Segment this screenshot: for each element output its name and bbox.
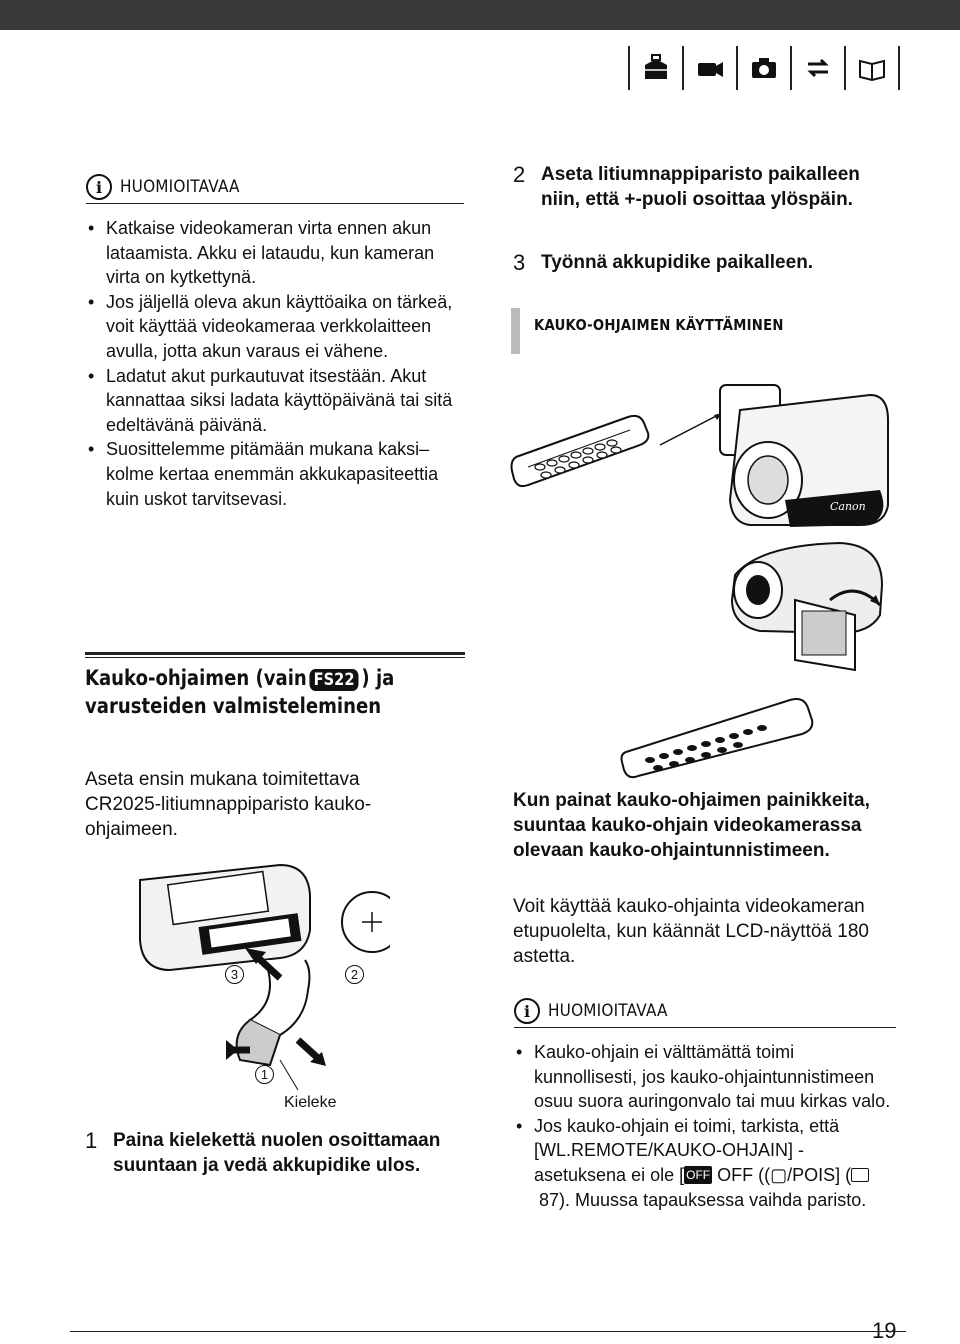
left-note-list [86,216,466,511]
camcorder-illustration [720,385,888,527]
subsection-heading [511,308,818,354]
footer-rule [70,1331,906,1332]
left-note-rule [86,203,464,204]
camera-remote-illustration [510,375,900,675]
fs22-badge: FS22 [309,669,358,691]
subsection-title: KAUKO-OHJAIMEN KÄYTTÄMINEN [534,316,784,334]
list-item-text: ). Muussa tapauksessa vaihda paristo. [559,1189,867,1210]
step-3 [513,250,873,275]
left-note-header [86,174,253,200]
step-text: Paina kielekettä nuolen osoittamaan suuntaan ja vedä akkupidike ulos. [113,1130,441,1176]
step-number: 2 [513,162,526,187]
info-icon: i [514,998,540,1024]
chapter-icons [628,46,900,90]
remote-usage-instruction: Kun painat kauko-ohjaimen painikkeita, suuntaa kauko-ohjain videokamerassa olevaan kauko-ohjaintunnistimeen. [513,790,870,861]
right-note-title: HUOMIOITAVAA [548,1001,668,1021]
tab-label: Kieleke [284,1094,337,1111]
list-item [514,1114,894,1212]
subsection-bar [511,308,520,354]
remote-control-illustration [512,416,649,486]
book-icon [844,46,900,90]
list-item-text: Jos kauko-ohjain ei toimi, tarkista, että [WL.REMOTE/KAUKO-OHJAIN] -asetuksena ei ole [ [534,1115,840,1185]
section-rule-top [85,652,465,655]
step-2 [513,162,873,212]
list-item: • Jos jäljellä oleva akun käyttöaika on tärkeä, voit käyttää videokameraa verkkolaitteen avulla, jotta akun varaus ei vähene. [86,290,466,364]
info-icon: i [86,174,112,200]
remote-usage-text: Voit käyttää kauko-ohjainta videokameran etupuolelta, kun käännät LCD-näyttöä 180 astetta. [513,896,869,967]
photo-camera-icon [736,46,790,90]
right-note-list [514,1040,894,1212]
step-1 [85,1128,445,1178]
page-ref-book-icon [851,1168,869,1182]
step-number: 1 [85,1128,98,1153]
remote-control-illustration-2 [620,690,840,780]
callout-3: 3 [225,965,244,984]
top-bar [0,0,960,30]
callout-1: 1 [255,1065,274,1084]
callout-2: 2 [345,965,364,984]
step-text: Työnnä akkupidike paikalleen. [541,252,814,273]
off-icon: OFF [686,1167,711,1182]
remote-sensor-icon: ((▢ [758,1164,788,1185]
transfer-arrows-icon [790,46,844,90]
svg-text:Canon: Canon [830,500,866,513]
step-text: Aseta litiumnappiparisto paikalleen niin, että +-puoli osoittaa ylöspäin. [541,164,860,210]
left-note-title: HUOMIOITAVAA [120,177,240,197]
section-title [85,664,394,720]
video-camera-icon [682,46,736,90]
list-item-text: /POIS] ( [787,1164,852,1185]
step-number: 3 [513,250,526,275]
section-title-line2: varusteiden valmisteleminen [85,694,382,718]
camcorder-rotated-lcd-illustration [732,543,882,670]
page-ref-link[interactable]: 87 [539,1189,560,1210]
off-text: OFF [717,1164,754,1185]
intro-text: Aseta ensin mukana toimitettava CR2025-litiumnappiparisto kauko-ohjaimeen. [85,769,372,840]
section-title-part1: Kauko-ohjaimen (vain [85,666,307,690]
list-item: • Ladatut akut purkautuvat itsestään. Akut kannattaa siksi ladata käyttöpäivänä tai sitä edeltävänä päivänä. [86,364,466,438]
list-item: • Kauko-ohjain ei välttämättä toimi kunnollisesti, jos kauko-ohjaintunnistimeen osuu suora auringonvalo tai muu kirkas valo. [514,1040,894,1114]
toolbox-icon [628,46,682,90]
section-rule-thin [85,657,465,658]
list-item: • Suosittelemme pitämään mukana kaksi–kolme kertaa enemmän akkukapasiteettia kuin uskot tarvitsevasi. [86,437,466,511]
right-note-header [514,998,681,1024]
section-title-part2: ) ja [361,666,395,690]
page-number: 19 [872,1318,897,1343]
list-item: • Katkaise videokameran virta ennen akun lataamista. Akku ei lataudu, kun kameran virta on kytkettynä. [86,216,466,290]
right-note-rule [514,1027,896,1028]
